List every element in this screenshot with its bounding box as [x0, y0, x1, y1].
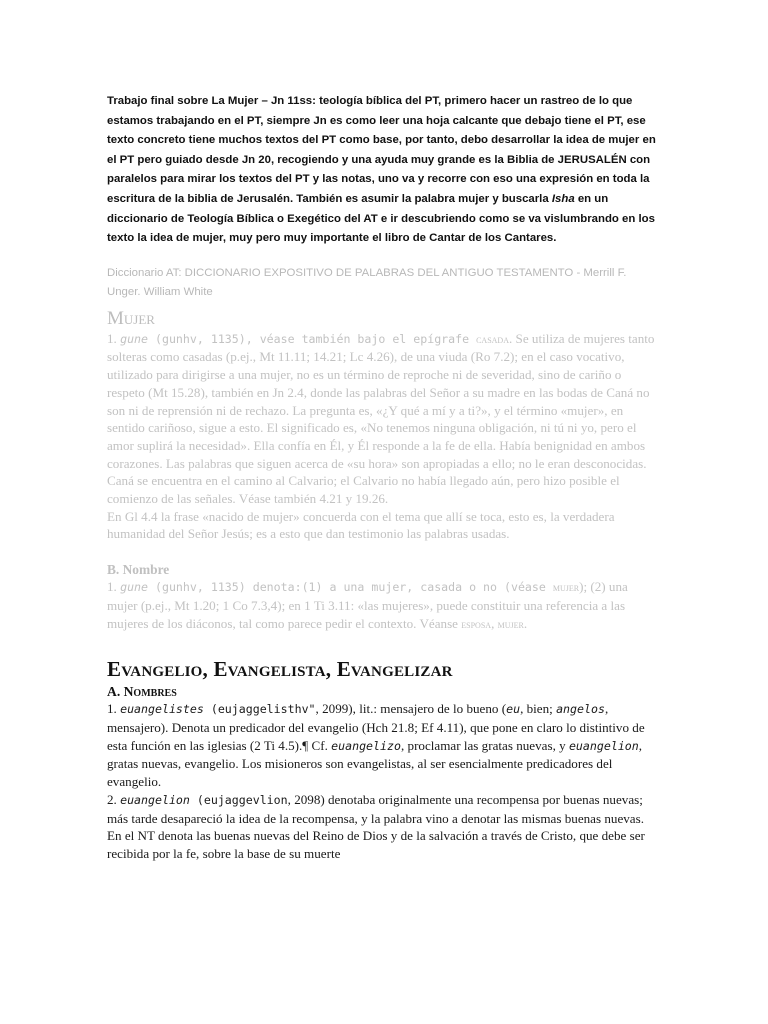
mujer-heading: Mujer	[107, 307, 155, 329]
greek-term-italic: angelos	[556, 702, 605, 717]
intro-text-2: en un diccionario de Teología Bíblica o Exegético del AT e ir descubriendo como se va vislumbrando en los texto la idea de mujer, muy pero muy importante el libro de Cantar de los Cantares.	[107, 192, 655, 245]
intro-text-1: Trabajo final sobre La Mujer – Jn 11ss: teología bíblica del PT, primero hacer un rastreo de lo que estamos trabajando en el PT, siempre Jn es como leer una hoja calcante que debajo tiene el PT, ese texto concreto tiene muchos textos del PT como base, por tanto, debo desarrollar la idea de mujer en el PT pero guiado desde Jn 20, recogiendo y una ayuda muy grande es la Biblia de JERUSALÉN con paralelos para mirar los textos del PT y las notas, uno va y recorre con eso una expresión en toda la escritura de la biblia de Jerusalén. También es asumir la palabra mujer y buscarla	[107, 95, 656, 205]
intro-paragraph	[107, 92, 659, 249]
mujer-second-paragraph: En Gl 4.4 la frase «nacido de mujer» concuerda con el tema que allí se toca, esto es, la verdadera humanidad del Señor Jesús; es a esto que dan testimonio las palabras usadas.	[107, 508, 615, 542]
entry-text: ); (2) una mujer (p.ej., Mt 1.20; 1 Co 7.3,4); en 1 Ti 3.11: «las mujeres», puede constituir una referencia a las mujeres de los diáconos, tal como parece pedir el contexto. Véanse	[107, 579, 628, 631]
cross-reference: mujer	[552, 580, 580, 595]
entry-number: 2.	[107, 791, 121, 807]
greek-term-italic: gune	[120, 580, 149, 595]
dictionary-source: Diccionario AT: DICCIONARIO EXPOSITIVO DE PALABRAS DEL ANTIGUO TESTAMENTO - Merrill F. Unger. William White	[107, 266, 627, 298]
b-nombre-heading: B. Nombre	[107, 562, 170, 578]
evangelio-heading: Evangelio, Evangelista, Evangelizar	[107, 657, 453, 682]
entry-text: , mensajero). Denota un predicador del evangelio (Hch 21.8; Ef 4.11), que pone en claro lo distintivo de esta función en las iglesias (2 Ti 4.5).¶ Cf.	[107, 701, 645, 753]
greek-term-italic: euangelizo	[331, 738, 401, 753]
entry-text: , 2098) denotaba originalmente una recompensa por buenas nuevas; más tarde desapareció la idea de la recompensa, y la palabra vino a denotar las mismas buenas nuevas. En el NT denota las buenas nuevas del Reino de Dios y de la salvación a través de Cristo, que debe ser recibida por la fe, sobre la base de su muerte	[107, 791, 645, 861]
greek-term-italic: euangelistes	[120, 702, 204, 717]
entry-text: , 2099), lit.: mensajero de lo bueno (	[315, 701, 507, 717]
greek-term-paren: (gunhv, 1135), véase también bajo el epígrafe	[148, 331, 477, 346]
entry-end: .	[523, 615, 528, 631]
intro-italic-term: Isha	[551, 192, 575, 205]
entry-text: . Se utiliza de mujeres tanto solteras como casadas (p.ej., Mt 11.11; 14.21; Lc 4.26), de una viuda (Ro 7.2); en el caso vocativo, utilizado para dirigirse a una mujer, no es un término de reproche ni de severidad, sino de cariño o respeto (Mt 15.28), también en Jn 2.4, donde las palabras del Señor a su madre en las bodas de Caná no son ni de reprensión ni de rechazo. La pregunta es, «¿Y qué a mí y a ti?», y el término «mujer», en sentido cariñoso, sigue a esto. El significado es, «No tenemos ninguna obligación, ni tú ni yo, pero el amor suplirá la necesidad». Ella confía en Él, y Él responde a la fe de ella. Había benignidad en ambos corazones. Las palabras que siguen acerca de «su hora» son apropiadas a ello; no le eran desconocidas. Caná se encuentra en el camino al Calvario; el Calvario no había llegado aún, pero hizo posible el comienzo de las señales. Véase también 4.21 y 19.26.	[107, 330, 655, 507]
entry-text: , proclamar las gratas nuevas, y	[400, 737, 569, 753]
greek-term	[120, 793, 288, 807]
evangelio-entry-2	[107, 791, 659, 863]
greek-term-italic: euangelion	[120, 792, 190, 807]
entry-text: , bien;	[520, 701, 557, 717]
entry-number: 1.	[107, 579, 121, 595]
separator: ,	[491, 615, 498, 631]
a-nombres-heading: A. Nombres	[107, 684, 177, 700]
greek-term-italic: gune	[120, 331, 149, 346]
cross-reference: mujer	[497, 616, 524, 631]
greek-term	[120, 580, 553, 594]
greek-term-paren: (gunhv, 1135) denota:(1) a una mujer, casada o no (véase	[148, 580, 553, 595]
cross-reference: esposa	[461, 616, 492, 631]
document-page	[107, 92, 659, 863]
entry-number: 1.	[107, 701, 121, 717]
nombre-entry-paragraph	[107, 578, 659, 633]
greek-term-paren: (eujaggelisthv"	[203, 702, 316, 717]
greek-term-italic: eu	[506, 702, 521, 717]
entry-number: 1.	[107, 330, 121, 346]
greek-term-paren: (eujaggevlion	[189, 792, 288, 807]
cross-reference: casada	[476, 331, 509, 346]
greek-term	[120, 332, 476, 346]
entry-text: , gratas nuevas, evangelio. Los misioneros son evangelistas, al ser esencialmente predicadores del evangelio.	[107, 737, 643, 790]
greek-term	[120, 702, 315, 716]
greek-term-italic: euangelion	[568, 738, 639, 753]
evangelio-entry-1	[107, 700, 659, 791]
mujer-entry-paragraph	[107, 330, 659, 508]
